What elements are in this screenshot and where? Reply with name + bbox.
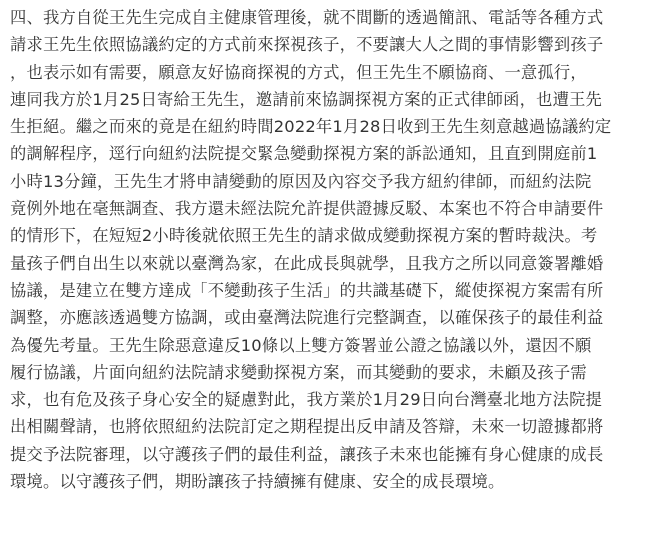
text-line: 竟例外地在毫無調查、我方還未經法院允許提供證據反駁、本案也不符合申請要件 (10, 199, 604, 219)
text-line: 連同我方於1月25日寄給王先生，邀請前來協調探視方案的正式律師函，也遭王先 (10, 89, 603, 109)
text-line: 協議，是建立在雙方達成「不變動孩子生活」的共識基礎下，縱使探視方案需有所 (10, 280, 604, 300)
text-line: 調整，亦應該透過雙方協調，或由臺灣法院進行完整調查，以確保孩子的最佳利益 (10, 308, 604, 328)
statement-paragraph (10, 4, 642, 495)
text-line: 的情形下，在短短2小時後就依照王先生的請求做成變動探視方案的暫時裁決。考 (10, 226, 598, 246)
text-line: 量孩子們自出生以來就以臺灣為家，在此成長與就學，且我方之所以同意簽署離婚 (10, 253, 604, 273)
text-line: 履行協議，片面向紐約法院請求變動探視方案，而其變動的要求，未顧及孩子需 (10, 362, 587, 382)
text-line: 出相關聲請，也將依照紐約法院訂定之期程提出反申請及答辯，未來一切證據都將 (10, 417, 604, 437)
text-line: 四、我方自從王先生完成自主健康管理後，就不間斷的透過簡訊、電話等各種方式 (10, 8, 604, 27)
text-line: 的調解程序，逕行向紐約法院提交緊急變動探視方案的訴訟通知，且直到開庭前1 (10, 144, 598, 164)
text-line: 提交予法院審理，以守護孩子們的最佳利益，讓孩子未來也能擁有身心健康的成長 (10, 444, 604, 464)
text-line: 環境。以守護孩子們，期盼讓孩子持續擁有健康、安全的成長環境。 (10, 472, 505, 492)
text-line: ，也表示如有需要，願意友好協商探視的方式，但王先生不願協商、一意孤行， (10, 62, 587, 82)
text-line: 求，也有危及孩子身心安全的疑慮對此，我方業於1月29日向台灣臺北地方法院提 (10, 390, 603, 410)
text-line: 生拒絕。繼之而來的竟是在紐約時間2022年1月28日收到王先生刻意越過協議約定 (10, 117, 612, 137)
text-line: 請求王先生依照協議約定的方式前來探視孩子，不要讓大人之間的事情影響到孩子 (10, 35, 604, 55)
text-line: 為優先考量。王先生除惡意違反10條以上雙方簽署並公證之協議以外，還因不願 (10, 335, 592, 355)
text-line: 小時13分鐘，王先生才將申請變動的原因及內容交予我方紐約律師，而紐約法院 (10, 171, 592, 191)
